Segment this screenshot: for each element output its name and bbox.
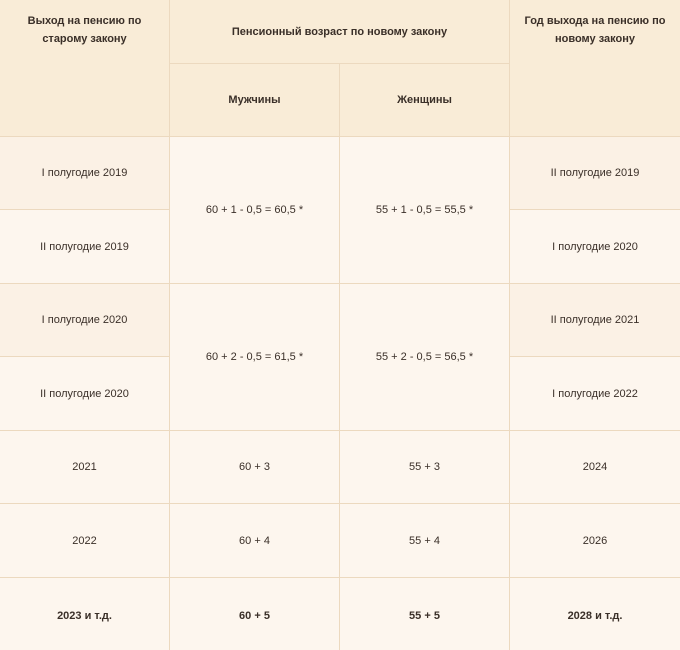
cell-men: 60 + 4 <box>170 504 340 578</box>
table-row <box>0 504 680 578</box>
cell-new-year: 2026 <box>510 504 680 578</box>
cell-women: 55 + 3 <box>340 431 510 504</box>
cell-new-year: I полугодие 2022 <box>510 357 680 431</box>
cell-women: 55 + 4 <box>340 504 510 578</box>
header-new-age: Пенсионный возраст по новому закону <box>170 0 510 64</box>
cell-new-year: 2024 <box>510 431 680 504</box>
cell-men: 60 + 5 <box>170 578 340 650</box>
cell-men: 60 + 3 <box>170 431 340 504</box>
cell-old-law: 2022 <box>0 504 170 578</box>
table-row <box>0 578 680 650</box>
cell-new-year: II полугодие 2019 <box>510 137 680 210</box>
header-men: Мужчины <box>170 64 340 137</box>
header-new-year: Год выхода на пенсию по новому закону <box>510 0 680 137</box>
cell-old-law: 2023 и т.д. <box>0 578 170 650</box>
cell-women: 55 + 5 <box>340 578 510 650</box>
cell-old-law: 2021 <box>0 431 170 504</box>
header-women: Женщины <box>340 64 510 137</box>
cell-new-year: II полугодие 2021 <box>510 284 680 357</box>
cell-old-law: II полугодие 2020 <box>0 357 170 431</box>
cell-men: 60 + 1 - 0,5 = 60,5 * <box>170 137 340 284</box>
table-row <box>0 137 680 210</box>
cell-old-law: I полугодие 2019 <box>0 137 170 210</box>
cell-men: 60 + 2 - 0,5 = 61,5 * <box>170 284 340 431</box>
table-body <box>0 137 680 650</box>
cell-old-law: I полугодие 2020 <box>0 284 170 357</box>
cell-women: 55 + 1 - 0,5 = 55,5 * <box>340 137 510 284</box>
cell-new-year: I полугодие 2020 <box>510 210 680 284</box>
header-old-law: Выход на пенсию по старому закону <box>0 0 170 137</box>
table-row <box>0 284 680 357</box>
cell-old-law: II полугодие 2019 <box>0 210 170 284</box>
table-row <box>0 431 680 504</box>
cell-new-year: 2028 и т.д. <box>510 578 680 650</box>
cell-women: 55 + 2 - 0,5 = 56,5 * <box>340 284 510 431</box>
table-header <box>0 0 680 137</box>
